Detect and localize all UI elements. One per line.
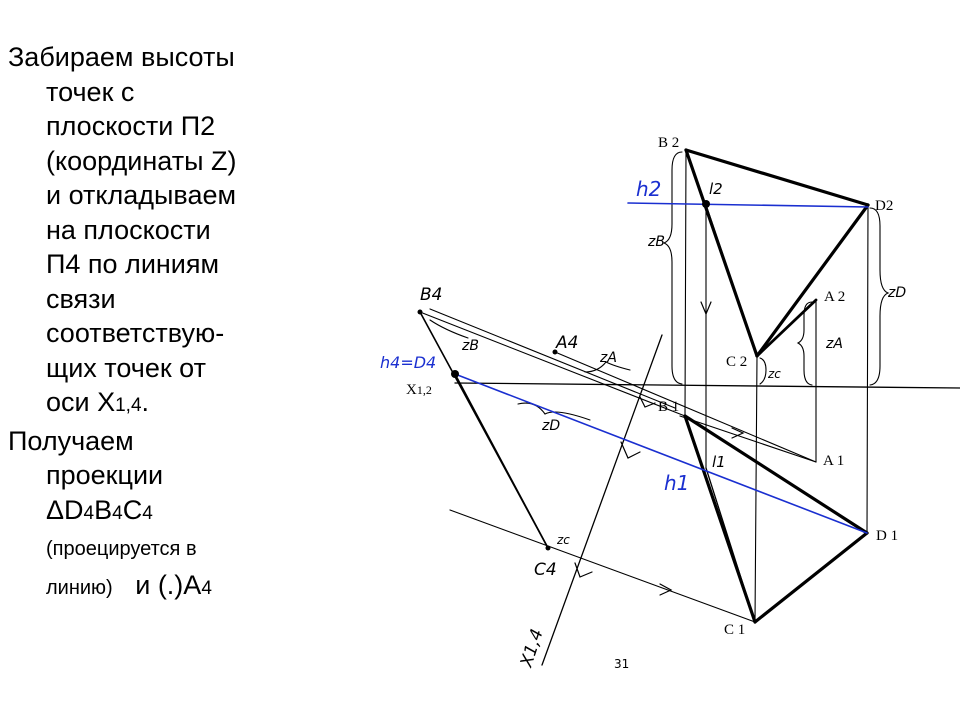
point-c4 [546, 546, 551, 551]
label-za-right: zA [826, 336, 843, 352]
label-d2: D2 [875, 198, 894, 214]
edge-c2-d2 [757, 205, 868, 356]
label-b1: B 1 [658, 399, 680, 415]
brace-zd-right [870, 208, 888, 385]
period: . [141, 387, 150, 417]
subscript: 4 [112, 502, 123, 524]
label-zd-left: zD [542, 418, 561, 434]
text-small: линию) [46, 577, 113, 599]
label-l2: l2 [709, 180, 723, 198]
text-line: щих точек от [46, 352, 206, 383]
axis-x12 [455, 383, 960, 388]
link-c [755, 356, 757, 622]
link-d [867, 205, 868, 533]
label-b2: B 2 [658, 135, 680, 151]
projection-b: B [94, 494, 113, 525]
line-l2-c2 [706, 205, 757, 356]
text-line: плоскости П2 [46, 111, 216, 141]
point-d4 [451, 370, 459, 378]
label-c4: C4 [534, 560, 557, 580]
label-h4-d4: h4=D4 [380, 353, 437, 372]
label-zb-right: zB [648, 234, 665, 250]
subscript: 4 [83, 502, 95, 524]
line-b1-l1 [706, 468, 755, 622]
edge-c1-d1 [755, 533, 867, 622]
label-c2: C 2 [726, 354, 748, 370]
text-line: (координаты Z) [46, 145, 237, 176]
label-x12: X1,2 [406, 382, 432, 398]
text-line: Забираем высоты [8, 42, 235, 72]
link-c1-c4 [450, 510, 755, 622]
label-x14: X1,4 [516, 626, 548, 670]
link-b1-b4 [420, 312, 685, 416]
axis-text: оси Х [46, 387, 116, 417]
point-l2 [702, 200, 710, 208]
edge-b1-d1 [685, 416, 867, 533]
text-line: на плоскости [46, 214, 211, 245]
text-line: проекции [46, 460, 164, 490]
point-b4 [418, 310, 423, 315]
label-h1: h1 [664, 471, 690, 495]
text-line: Получаем [8, 425, 134, 456]
label-zc-right: zc [768, 367, 781, 381]
label-a1: A 1 [823, 453, 845, 469]
projection-c: C [122, 494, 143, 525]
brace-zc-right [760, 358, 766, 384]
text-line: (проецируется в [46, 538, 197, 560]
subscript: 4 [142, 502, 153, 524]
right-angle-2 [575, 563, 592, 577]
label-a4: A4 [556, 333, 579, 353]
label-c1: C 1 [724, 622, 746, 638]
edge-d4-c4 [455, 374, 548, 548]
label-zb-left: zB [462, 338, 479, 354]
label-zc-left: zc [557, 533, 570, 547]
label-d1: D 1 [876, 528, 899, 544]
link-b [685, 150, 686, 416]
axis-subscript: 1,4 [115, 395, 142, 416]
text-line: соответствую- [46, 318, 225, 348]
label-zd-right: zD [888, 285, 907, 301]
label-l1: l1 [712, 453, 726, 471]
label-page-num: 31 [614, 657, 630, 671]
label-za-left: zA [600, 350, 617, 366]
label-a2: A 2 [824, 289, 846, 305]
link-b-parallel [430, 309, 675, 408]
edge-a2-c2 [757, 300, 816, 356]
line-h2 [628, 203, 868, 207]
label-h2: h2 [636, 177, 662, 201]
text-line: связи [46, 283, 116, 314]
text-line: точек с [46, 76, 135, 107]
label-b4: B4 [420, 285, 443, 305]
subscript: 4 [201, 578, 212, 599]
text-line: П4 по линиям [46, 249, 220, 279]
brace-zb-right [664, 152, 682, 384]
projection-d: ΔD [46, 494, 84, 525]
line-h1 [455, 374, 867, 533]
text-line: и откладываем [46, 180, 237, 210]
text-point-a: и (.)А [135, 570, 202, 600]
